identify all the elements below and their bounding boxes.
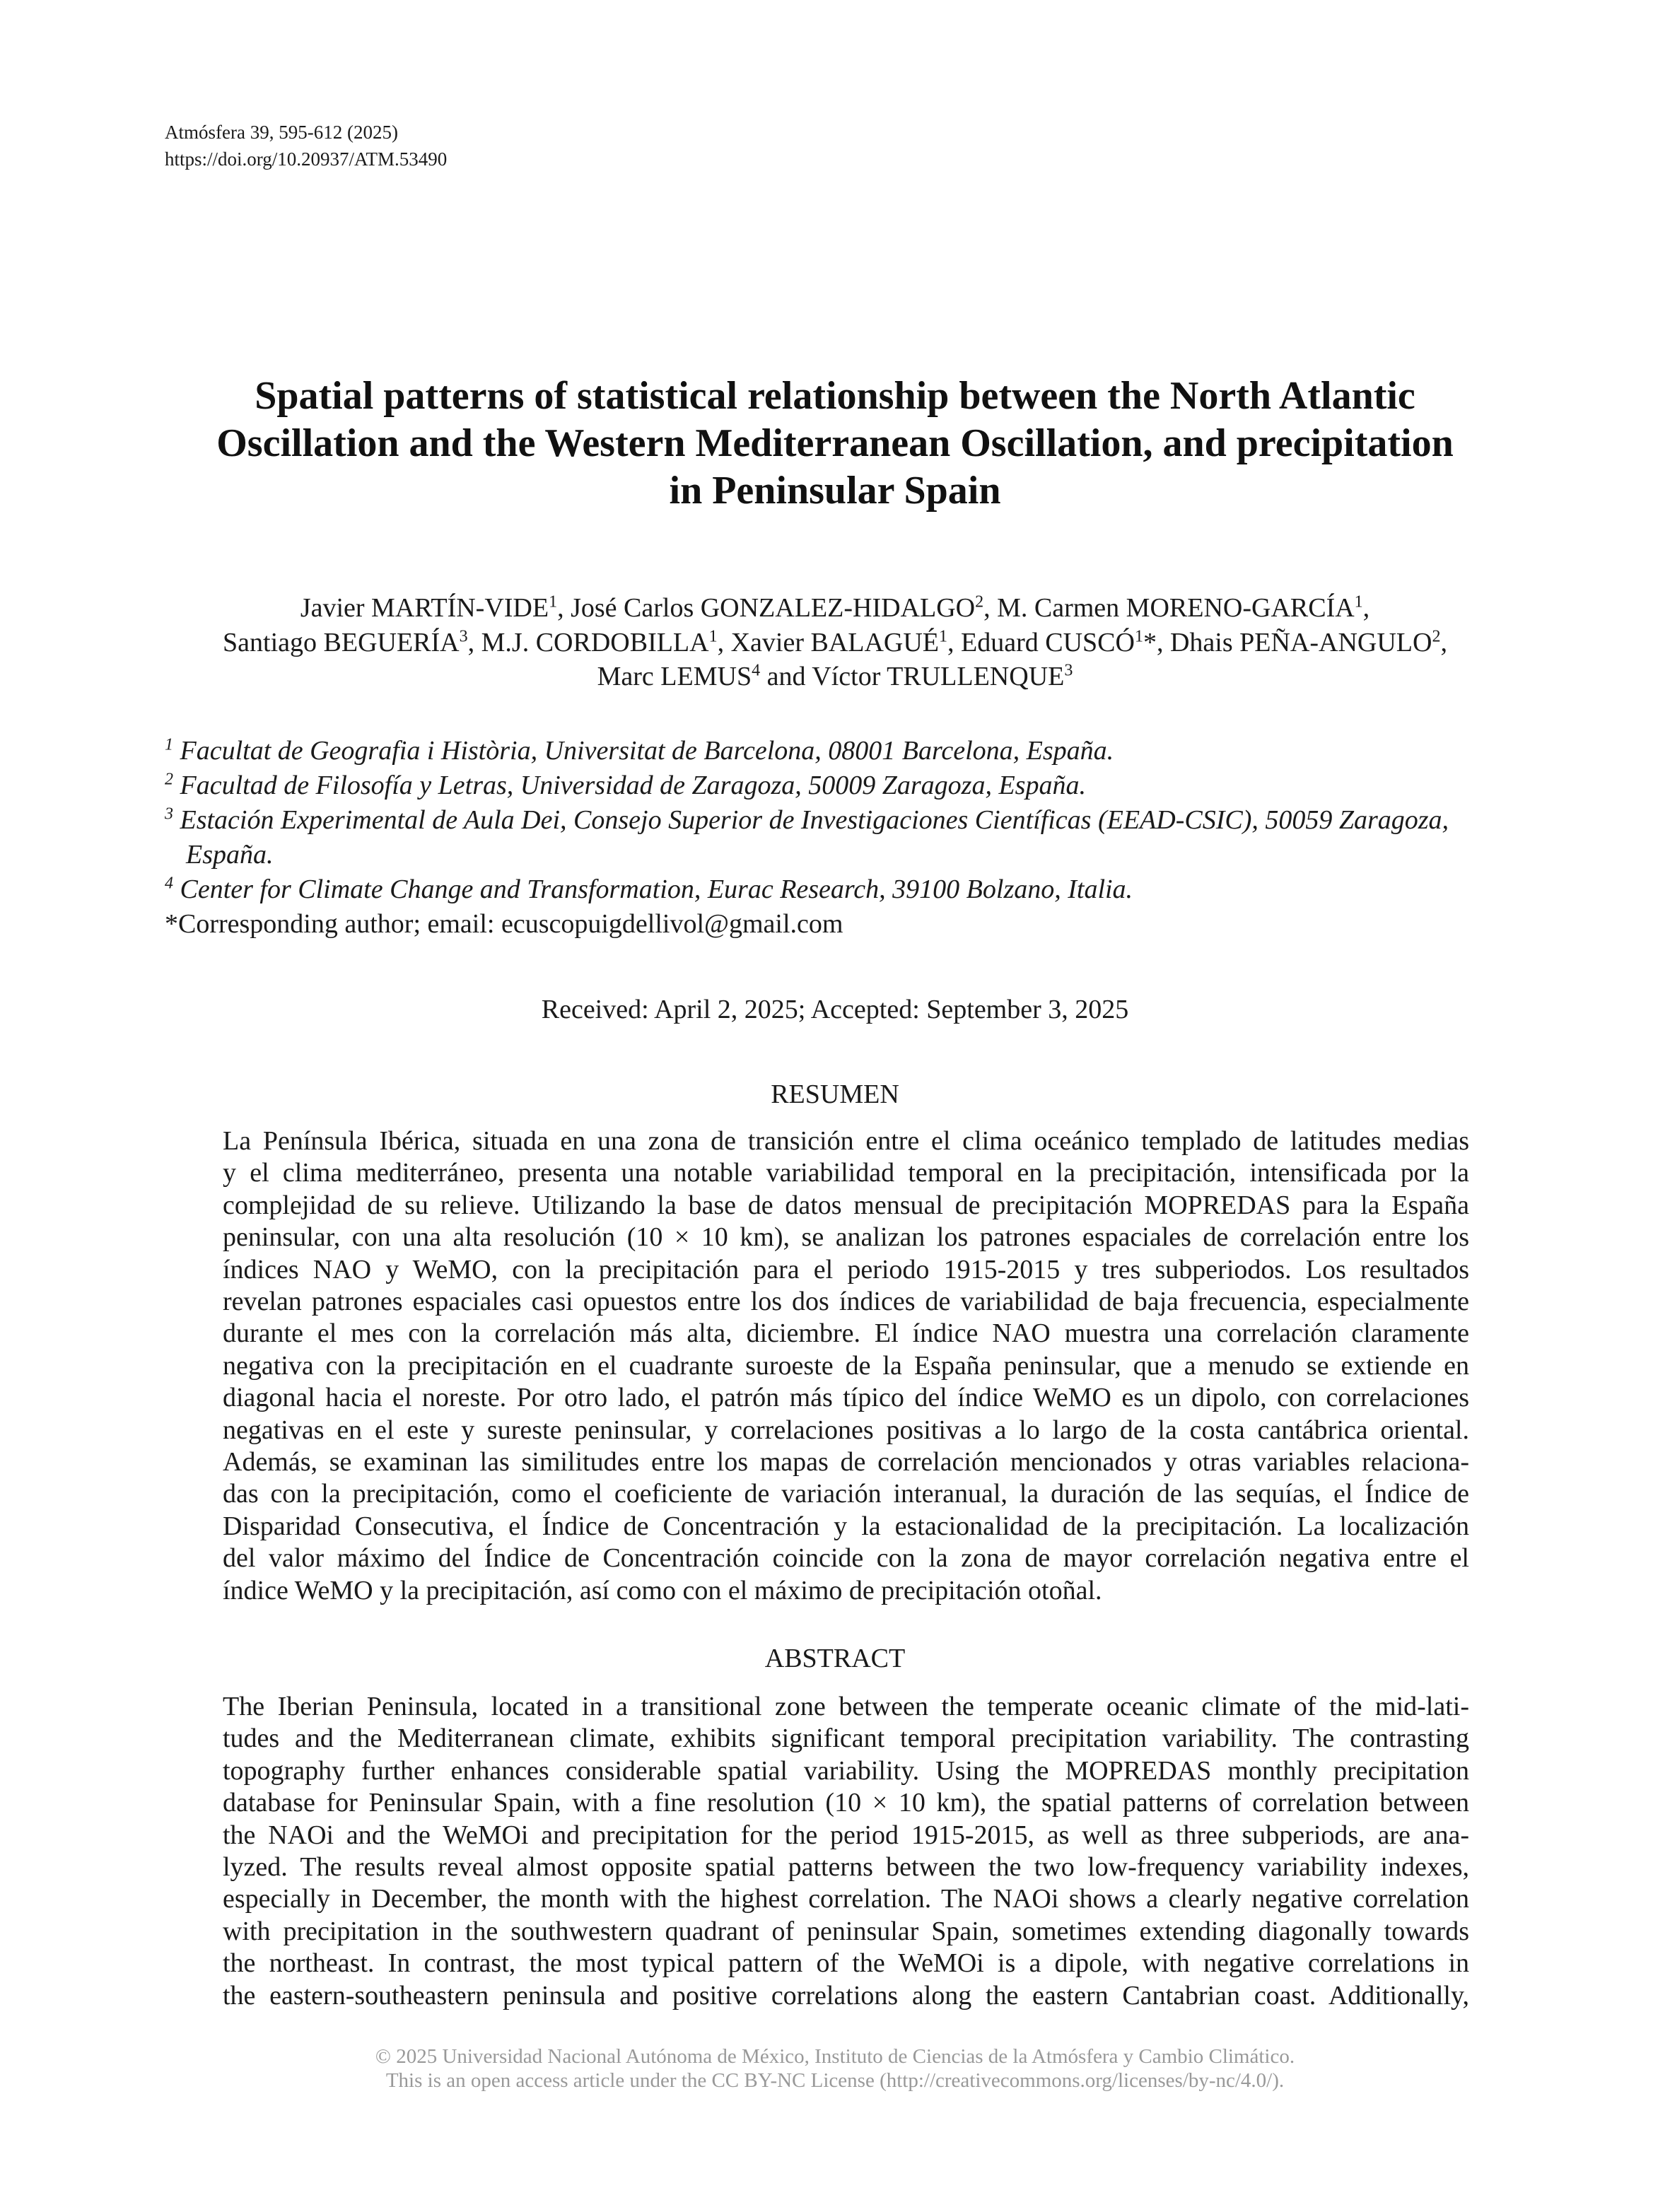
affiliation-number: 4 <box>165 874 173 893</box>
paragraph-line: complejidad de su relieve. Utilizando la base de datos mensual de precipitación MOPREDAS para la España <box>223 1190 1469 1220</box>
received-accepted-dates: Received: April 2, 2025; Accepted: September 3, 2025 <box>541 995 1129 1024</box>
paragraph-line: índice WeMO y la precipitación, así como con el máximo de precipitación otoñal. <box>223 1575 1102 1605</box>
separator: , <box>1362 593 1370 623</box>
affiliation-number: 1 <box>165 735 173 754</box>
author-affiliation-marker: 2 <box>975 592 984 611</box>
license-line: This is an open access article under the CC BY-NC License (http://creativecommons.org/licenses/by-nc/4.0/). <box>385 2069 1285 2092</box>
paragraph-line: database for Peninsular Spain, with a fine resolution (10 × 10 km), the spatial patterns of correlation between <box>223 1788 1469 1818</box>
corresponding-author: *Corresponding author; email: ecuscopuigdellivol@gmail.com <box>165 909 843 939</box>
paragraph-line: das con la precipitación, como el coeficiente de variación interanual, la duración de las sequías, el Índice de <box>223 1479 1469 1509</box>
title-line: Oscillation and the Western Mediterranean Oscillation, and precipitation <box>216 421 1454 465</box>
author-affiliation-marker: 1 <box>549 592 558 611</box>
paragraph-line: topography further enhances considerable spatial variability. Using the MOPREDAS monthly precipitation <box>223 1755 1469 1786</box>
author-list <box>0 591 1670 694</box>
paragraph-line: lyzed. The results reveal almost opposite spatial patterns between the two low-frequency variability indexes, <box>223 1852 1469 1883</box>
paragraph-line: revelan patrones espaciales casi opuestos entre los dos índices de variabilidad de baja frecuencia, especialmente <box>223 1287 1469 1317</box>
paragraph-line: negativa con la precipitación en el cuadrante suroeste de la España peninsular, que a menudo se extiende en <box>223 1350 1469 1381</box>
separator: , <box>983 593 998 623</box>
affiliation-continuation: España. <box>186 840 274 870</box>
author-name: José Carlos GONZALEZ-HIDALGO <box>571 593 976 623</box>
paragraph-line: the NAOi and the WeMOi and precipitation for the period 1915-2015, as well as three subperiods, are ana- <box>223 1820 1469 1850</box>
author-name: M. Carmen MORENO-GARCÍA <box>997 593 1355 623</box>
paragraph-line: diagonal hacia el noreste. Por otro lado, el patrón más típico del índice WeMO es un dipolo, con correlaciones <box>223 1383 1469 1413</box>
affiliation-item <box>165 768 1536 803</box>
copyright-line: © 2025 Universidad Nacional Autónoma de México, Instituto de Ciencias de la Atmósfera y Cambio Climático. <box>375 2045 1295 2068</box>
paragraph-line: the eastern-southeastern peninsula and positive correlations along the eastern Cantabrian coast. Additionally, <box>223 1980 1469 2011</box>
title-line: Spatial patterns of statistical relationship between the North Atlantic <box>255 374 1415 418</box>
affiliation-text: Center for Climate Change and Transformation, Eurac Research, 39100 Bolzano, Italia. <box>180 874 1133 904</box>
separator: , <box>557 593 571 623</box>
author-name: M.J. CORDOBILLA <box>481 627 709 657</box>
paragraph-line: durante el mes con la correlación más alta, diciembre. El índice NAO muestra una correlación claramente <box>223 1318 1469 1349</box>
affiliation-item <box>165 803 1536 838</box>
author-name: Javier MARTÍN-VIDE <box>300 593 549 623</box>
paragraph-line: tudes and the Mediterranean climate, exhibits significant temporal precipitation variability. The contrasting <box>223 1724 1469 1754</box>
paper-title <box>0 373 1670 515</box>
separator: , <box>947 627 962 657</box>
resumen-heading: RESUMEN <box>771 1079 899 1109</box>
resumen-body <box>223 1125 1469 1607</box>
affiliation-item <box>165 734 1536 768</box>
paragraph-line: with precipitation in the southwestern quadrant of peninsular Spain, sometimes extending diagonally towards <box>223 1916 1469 1946</box>
paragraph-line: Además, se examinan las similitudes entre los mapas de correlación mencionados y otras variables relaciona- <box>223 1447 1469 1477</box>
author-name: Víctor TRULLENQUE <box>812 662 1065 691</box>
author-name: Santiago BEGUERÍA <box>223 627 460 657</box>
paragraph-line: Disparidad Consecutiva, el Índice de Concentración y la estacionalidad de la precipitación. La localización <box>223 1511 1469 1541</box>
affiliation-text: Facultad de Filosofía y Letras, Universidad de Zaragoza, 50009 Zaragoza, España. <box>180 771 1086 800</box>
separator: and <box>760 662 812 691</box>
paragraph-line: especially in December, the month with the highest correlation. The NAOi shows a clearly negative correlation <box>223 1884 1469 1914</box>
affiliation-text: Facultat de Geografia i Història, Universitat de Barcelona, 08001 Barcelona, España. <box>180 736 1114 766</box>
separator: , <box>467 627 481 657</box>
author-name: Xavier BALAGUÉ <box>730 627 940 657</box>
author-affiliation-marker: 1 <box>1354 592 1363 611</box>
author-name: Marc LEMUS <box>597 662 752 691</box>
affiliation-text: Estación Experimental de Aula Dei, Consejo Superior de Investigaciones Científicas (EEAD-CSIC), 50059 Zaragoza, <box>180 805 1449 835</box>
affiliation-number: 2 <box>165 770 173 789</box>
paragraph-line: The Iberian Peninsula, located in a transitional zone between the temperate oceanic climate of the mid-lati- <box>223 1692 1469 1721</box>
author-name: Dhais PEÑA-ANGULO <box>1169 627 1432 657</box>
author-affiliation-marker: 1 <box>939 626 948 645</box>
paragraph-line: La Península Ibérica, situada en una zona de transición entre el clima oceánico templado de latitudes medias <box>223 1126 1469 1156</box>
affiliation-number: 3 <box>165 804 173 824</box>
author-name: Eduard CUSCÓ <box>961 627 1135 657</box>
author-affiliation-marker: 1 <box>1134 626 1143 645</box>
author-affiliation-marker: 4 <box>752 661 761 680</box>
author-affiliation-marker: 3 <box>459 626 468 645</box>
title-line: in Peninsular Spain <box>669 469 1001 513</box>
affiliation-item <box>165 872 1536 907</box>
paragraph-line: y el clima mediterráneo, presenta una notable variabilidad temporal en la precipitación, intensificada por la <box>223 1158 1469 1188</box>
abstract-heading: ABSTRACT <box>764 1644 906 1673</box>
paragraph-line: índices NAO y WeMO, con la precipitación para el periodo 1915-2015 y tres subperiodos. Los resultados <box>223 1254 1469 1285</box>
author-affiliation-marker: 1 <box>708 626 718 645</box>
separator: , <box>1440 627 1447 657</box>
paragraph-line: negativas en el este y sureste peninsular, y correlaciones positivas a lo largo de la costa cantábrica oriental. <box>223 1415 1469 1445</box>
separator: *, <box>1143 627 1170 657</box>
author-affiliation-marker: 2 <box>1432 626 1441 645</box>
author-affiliation-marker: 3 <box>1064 661 1073 680</box>
abstract-body <box>223 1691 1469 2012</box>
paragraph-line: the northeast. In contrast, the most typical pattern of the WeMOi is a dipole, with negative correlations in <box>223 1948 1469 1979</box>
copyright-footer <box>0 2044 1670 2093</box>
journal-citation: Atmósfera 39, 595-612 (2025) <box>165 122 398 143</box>
affiliations <box>165 734 1536 942</box>
separator: , <box>717 627 731 657</box>
paragraph-line: del valor máximo del Índice de Concentración coincide con la zona de mayor correlación negativa entre el <box>223 1543 1469 1574</box>
paragraph-line: peninsular, con una alta resolución (10 × 10 km), se analizan los patrones espaciales de correlación entre los <box>223 1222 1469 1253</box>
doi-link[interactable]: https://doi.org/10.20937/ATM.53490 <box>165 148 448 170</box>
